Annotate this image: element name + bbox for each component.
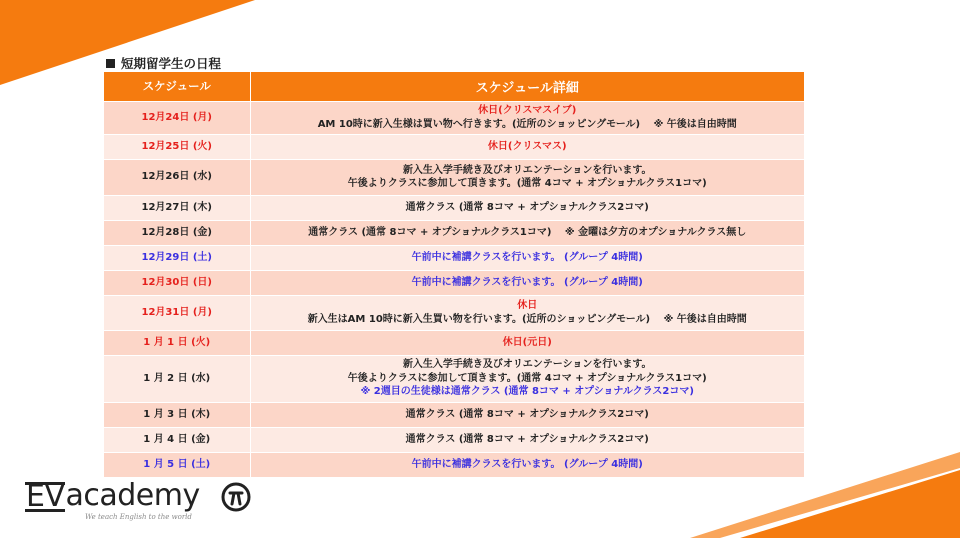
row-detail bbox=[250, 195, 804, 220]
table-row bbox=[104, 220, 804, 245]
row-detail bbox=[250, 159, 804, 195]
detail-line: 休日(元日) bbox=[502, 336, 552, 348]
section-title bbox=[106, 54, 221, 72]
table-row bbox=[104, 355, 804, 402]
schedule-table bbox=[104, 72, 804, 477]
row-date: 1 月 5 日 (土) bbox=[104, 452, 250, 477]
table-row bbox=[104, 452, 804, 477]
table-row bbox=[104, 195, 804, 220]
row-detail bbox=[250, 355, 804, 402]
ev-circle-logo-icon bbox=[221, 482, 251, 512]
row-date: 12月28日 (金) bbox=[104, 220, 250, 245]
row-date: 12月27日 (木) bbox=[104, 195, 250, 220]
table-header-row bbox=[104, 72, 804, 101]
detail-line: 通常クラス (通常 8コマ + オプショナルクラス2コマ) bbox=[405, 433, 649, 445]
row-detail bbox=[250, 134, 804, 159]
logo-academy: academy bbox=[65, 478, 200, 513]
detail-line: 午後よりクラスに参加して頂きます。(通常 4コマ + オプショナルクラス1コマ) bbox=[347, 178, 707, 189]
row-date: 12月30日 (日) bbox=[104, 270, 250, 295]
row-date: 12月31日 (月) bbox=[104, 295, 250, 330]
table-row bbox=[104, 427, 804, 452]
table-row bbox=[104, 245, 804, 270]
row-date: 12月26日 (水) bbox=[104, 159, 250, 195]
row-detail bbox=[250, 330, 804, 355]
row-date: 12月29日 (土) bbox=[104, 245, 250, 270]
table-row bbox=[104, 402, 804, 427]
table-row bbox=[104, 295, 804, 330]
detail-line: 午後よりクラスに参加して頂きます。(通常 4コマ + オプショナルクラス1コマ) bbox=[347, 372, 707, 384]
detail-line: 通常クラス (通常 8コマ + オプショナルクラス2コマ) bbox=[405, 201, 649, 213]
row-detail bbox=[250, 402, 804, 427]
bottom-right-orange-stripe bbox=[740, 470, 960, 538]
row-detail bbox=[250, 220, 804, 245]
row-detail bbox=[250, 295, 804, 330]
logo-ev: EV bbox=[26, 479, 65, 514]
header-schedule: スケジュール bbox=[104, 72, 250, 101]
row-detail bbox=[250, 101, 804, 134]
detail-line: 午前中に補講クラスを行います。 (グループ 4時間) bbox=[411, 276, 643, 288]
table-row bbox=[104, 134, 804, 159]
table-row bbox=[104, 270, 804, 295]
ev-academy-logo bbox=[25, 478, 255, 526]
row-date: 1 月 3 日 (木) bbox=[104, 402, 250, 427]
section-title-text: 短期留学生の日程 bbox=[121, 56, 222, 71]
detail-line: 通常クラス (通常 8コマ + オプショナルクラス2コマ) bbox=[405, 408, 649, 420]
detail-line: AM 10時に新入生様は買い物へ行きます。(近所のショッピングモール) ※ 午後は自由時間 bbox=[317, 118, 737, 130]
row-detail bbox=[250, 427, 804, 452]
row-date: 1 月 2 日 (水) bbox=[104, 355, 250, 402]
logo-tagline: We teach English to the world bbox=[85, 513, 192, 521]
schedule-body bbox=[104, 101, 804, 477]
row-detail bbox=[250, 452, 804, 477]
header-schedule-detail: スケジュール詳細 bbox=[250, 72, 804, 101]
detail-line: ※ 2週目の生徒様は通常クラス (通常 8コマ + オプショナルクラス2コマ) bbox=[360, 386, 694, 398]
row-date: 12月25日 (火) bbox=[104, 134, 250, 159]
detail-line: 休日(クリスマスイブ) bbox=[478, 105, 577, 116]
row-detail bbox=[250, 245, 804, 270]
detail-line: 通常クラス (通常 8コマ + オプショナルクラス1コマ) ※ 金曜は夕方のオプショナルクラス無し bbox=[308, 226, 747, 238]
row-date: 12月24日 (月) bbox=[104, 101, 250, 134]
detail-line: 新入生入学手続き及びオリエンテーションを行います。 bbox=[402, 164, 652, 176]
row-date: 1 月 1 日 (火) bbox=[104, 330, 250, 355]
detail-line: 休日 bbox=[517, 300, 538, 311]
detail-line: 午前中に補講クラスを行います。 (グループ 4時間) bbox=[411, 459, 643, 470]
detail-line: 新入生入学手続き及びオリエンテーションを行います。 bbox=[402, 359, 652, 371]
row-detail bbox=[250, 270, 804, 295]
table-row bbox=[104, 159, 804, 195]
square-bullet-icon bbox=[106, 59, 115, 68]
logo-wordmark bbox=[25, 478, 200, 512]
detail-line: 休日(クリスマス) bbox=[487, 140, 567, 152]
table-row bbox=[104, 330, 804, 355]
table-row bbox=[104, 101, 804, 134]
detail-line: 新入生はAM 10時に新入生買い物を行います。(近所のショッピングモール) ※ 午後は自由時間 bbox=[307, 313, 747, 325]
detail-line: 午前中に補講クラスを行います。 (グループ 4時間) bbox=[411, 251, 643, 263]
row-date: 1 月 4 日 (金) bbox=[104, 427, 250, 452]
